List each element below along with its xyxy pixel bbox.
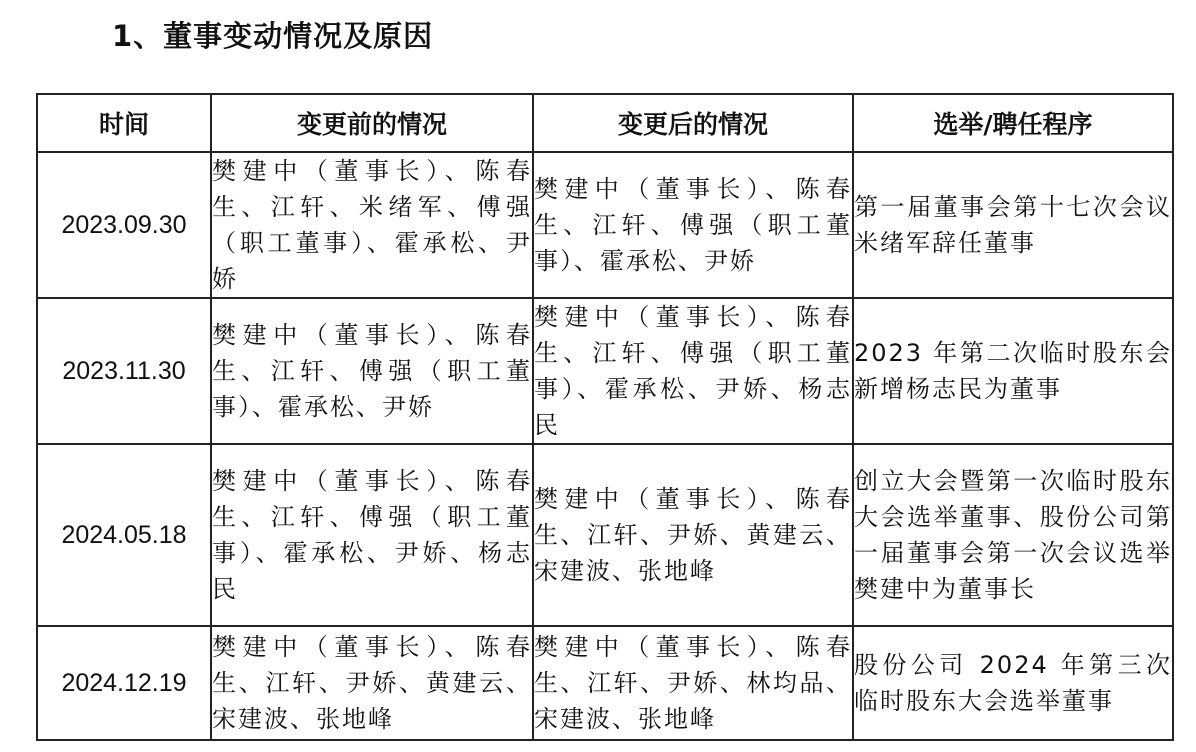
header-time: 时间 (37, 94, 211, 152)
table-row (37, 444, 1173, 626)
after-cell: 樊建中（董事长）、陈春生、江轩、傅强（职工董事）、霍承松、尹娇 (533, 152, 853, 298)
after-cell: 樊建中（董事长）、陈春生、江轩、尹娇、林均品、宋建波、张地峰 (533, 626, 853, 740)
before-cell: 樊建中（董事长）、陈春生、江轩、米绪军、傅强（职工董事）、霍承松、尹娇 (211, 152, 533, 298)
procedure-cell: 第一届董事会第十七次会议米绪军辞任董事 (853, 152, 1173, 298)
before-cell: 樊建中（董事长）、陈春生、江轩、傅强（职工董事）、霍承松、尹娇 (211, 298, 533, 444)
before-cell: 樊建中（董事长）、陈春生、江轩、尹娇、黄建云、宋建波、张地峰 (211, 626, 533, 740)
header-procedure: 选举/聘任程序 (853, 94, 1173, 152)
header-after: 变更后的情况 (533, 94, 853, 152)
header-before: 变更前的情况 (211, 94, 533, 152)
table-row (37, 626, 1173, 740)
date-cell: 2023.09.30 (37, 152, 211, 298)
procedure-cell: 股份公司 2024 年第三次临时股东大会选举董事 (853, 626, 1173, 740)
procedure-cell: 2023 年第二次临时股东会新增杨志民为董事 (853, 298, 1173, 444)
table-header-row (37, 94, 1173, 152)
section-heading: 1、董事变动情况及原因 (112, 19, 434, 53)
date-cell: 2024.12.19 (37, 626, 211, 740)
procedure-cell: 创立大会暨第一次临时股东大会选举董事、股份公司第一届董事会第一次会议选举樊建中为董事长 (853, 444, 1173, 626)
before-cell: 樊建中（董事长）、陈春生、江轩、傅强（职工董事）、霍承松、尹娇、杨志民 (211, 444, 533, 626)
after-cell: 樊建中（董事长）、陈春生、江轩、尹娇、黄建云、宋建波、张地峰 (533, 444, 853, 626)
date-cell: 2023.11.30 (37, 298, 211, 444)
table-row (37, 152, 1173, 298)
date-cell: 2024.05.18 (37, 444, 211, 626)
director-change-table (36, 93, 1174, 741)
after-cell: 樊建中（董事长）、陈春生、江轩、傅强（职工董事）、霍承松、尹娇、杨志民 (533, 298, 853, 444)
table-row (37, 298, 1173, 444)
